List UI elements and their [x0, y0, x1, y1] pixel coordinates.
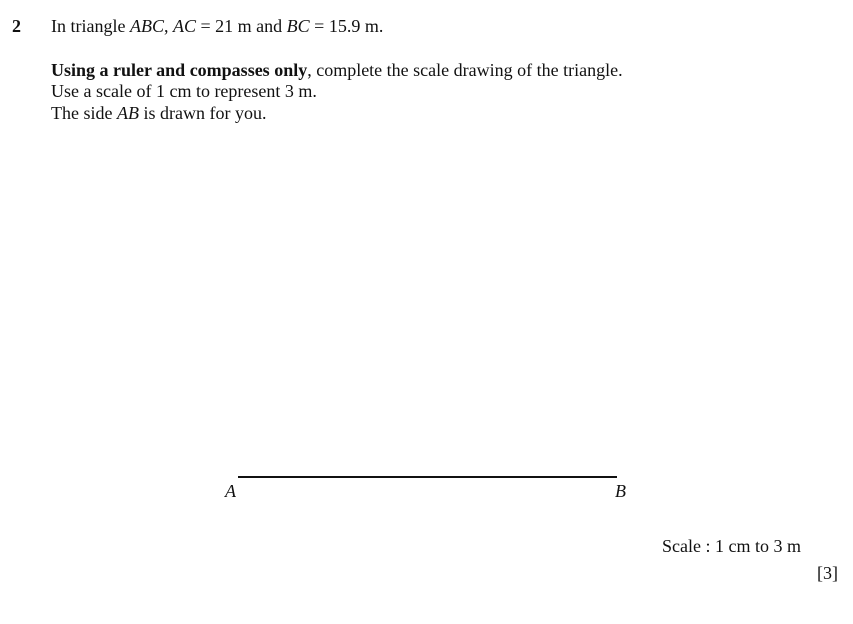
intro-separator: , — [163, 16, 173, 36]
side-given-text-end: is drawn for you. — [138, 103, 267, 123]
side-given-line — [51, 102, 266, 124]
side-bc-length: = 15.9 m. — [309, 16, 384, 36]
marks-allocation: [3] — [817, 563, 838, 583]
instruction-line — [51, 59, 623, 81]
side-bc-label: BC — [286, 16, 310, 36]
scale-instruction: Use a scale of 1 cm to represent 3 m. — [51, 81, 317, 101]
instruction-emphasis: Using a ruler and compasses only — [51, 60, 308, 80]
instruction-text: , complete the scale drawing of the triangle. — [307, 60, 623, 80]
scale-note: Scale : 1 cm to 3 m — [662, 536, 801, 556]
question-intro — [51, 15, 383, 37]
side-ac-length: = 21 m and — [196, 16, 287, 36]
point-b-label: B — [615, 481, 626, 501]
intro-text: In triangle — [51, 16, 130, 36]
line-segment-ab — [238, 476, 617, 478]
question-number: 2 — [12, 16, 21, 36]
point-a-label: A — [225, 481, 236, 501]
side-ac-label: AC — [172, 16, 196, 36]
triangle-name: ABC — [129, 16, 164, 36]
side-given-text: The side — [51, 103, 117, 123]
side-ab-label: AB — [116, 103, 139, 123]
